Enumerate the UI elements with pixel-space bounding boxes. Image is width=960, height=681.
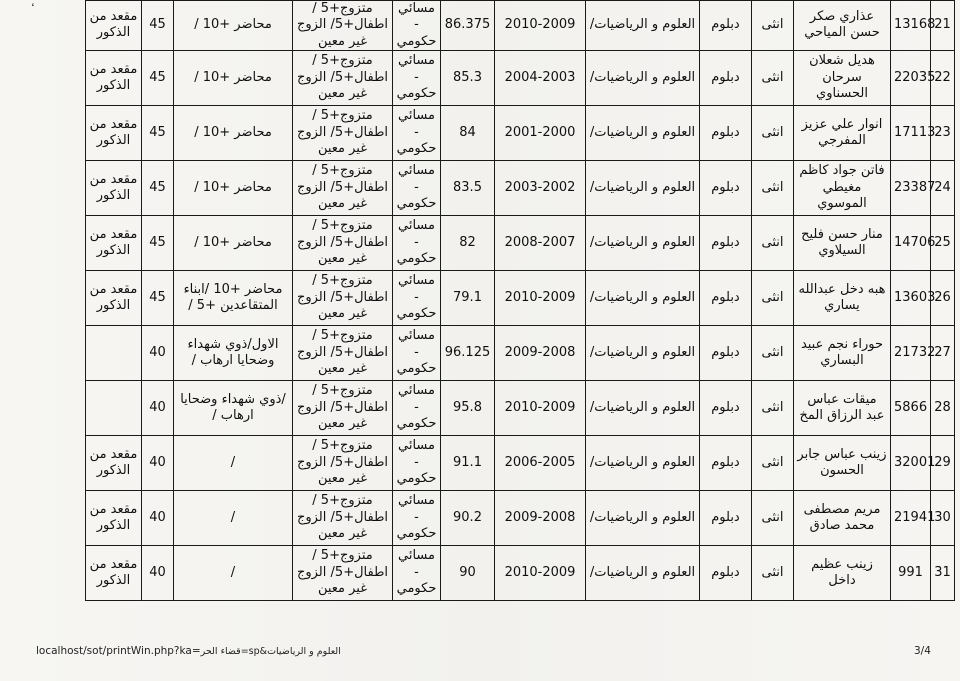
gender-cell: انثى (752, 215, 794, 270)
table-row (86, 160, 955, 215)
applicant-id-cell: 991 (891, 545, 931, 600)
graduation-year-cell: 2010-2009 (495, 270, 586, 325)
department-cell: العلوم و الرياضيات/ (586, 380, 700, 435)
certificate-cell: دبلوم (700, 50, 752, 105)
certificate-cell: دبلوم (700, 490, 752, 545)
sequence-cell: 29 (931, 435, 955, 490)
department-cell: العلوم و الرياضيات/ (586, 490, 700, 545)
applicant-id-cell: 17113 (891, 105, 931, 160)
extra-points-cell: / (174, 545, 293, 600)
certificate-cell: دبلوم (700, 1, 752, 51)
graduation-year-cell: 2001-2000 (495, 105, 586, 160)
marital-status-cell: متزوج+5 / اطفال+5/ الزوج غير معين (293, 380, 393, 435)
study-type-cell: مسائي - حكومي (393, 160, 441, 215)
records-table (85, 0, 955, 601)
extra-points-cell: محاضر +10 /ابناء المتقاعدين +5 / (174, 270, 293, 325)
gender-cell: انثى (752, 490, 794, 545)
gender-cell: انثى (752, 270, 794, 325)
applicant-id-cell: 13168 (891, 1, 931, 51)
marital-status-cell: متزوج+5 / اطفال+5/ الزوج غير معين (293, 50, 393, 105)
applicant-name-cell: هديل شعلان سرحان الحسناوي (794, 50, 891, 105)
gender-cell: انثى (752, 380, 794, 435)
applicant-name-cell: حوراء نجم عبيد البساري (794, 325, 891, 380)
gender-cell: انثى (752, 160, 794, 215)
table-row (86, 270, 955, 325)
table-row (86, 1, 955, 51)
department-cell: العلوم و الرياضيات/ (586, 545, 700, 600)
extra-points-cell: / (174, 435, 293, 490)
marital-status-cell: متزوج+5 / اطفال+5/ الزوج غير معين (293, 270, 393, 325)
study-type-cell: مسائي - حكومي (393, 50, 441, 105)
table-row (86, 325, 955, 380)
extra-points-cell: / (174, 490, 293, 545)
extra-points-cell: الاول/ذوي شهداء وضحايا ارهاب / (174, 325, 293, 380)
marital-status-cell: متزوج+5 / اطفال+5/ الزوج غير معين (293, 1, 393, 51)
applicant-name-cell: زينب عظيم داخل (794, 545, 891, 600)
gender-cell: انثى (752, 50, 794, 105)
sequence-cell: 30 (931, 490, 955, 545)
average-cell: 90 (441, 545, 495, 600)
study-type-cell: مسائي - حكومي (393, 325, 441, 380)
study-type-cell: مسائي - حكومي (393, 270, 441, 325)
footer-url-base: localhost/sot/printWin.php?ka= (36, 645, 201, 657)
graduation-year-cell: 2008-2007 (495, 215, 586, 270)
points-cell: 40 (142, 325, 174, 380)
applicant-name-cell: هبه دخل عبدالله يساري (794, 270, 891, 325)
sequence-cell: 28 (931, 380, 955, 435)
disability-cell: مقعد من الذكور (86, 1, 142, 51)
average-cell: 91.1 (441, 435, 495, 490)
applicant-id-cell: 5866 (891, 380, 931, 435)
applicant-id-cell: 32001 (891, 435, 931, 490)
sequence-cell: 31 (931, 545, 955, 600)
gender-cell: انثى (752, 1, 794, 51)
sequence-cell: 25 (931, 215, 955, 270)
extra-points-cell: محاضر +10 / (174, 50, 293, 105)
disability-cell: مقعد من الذكور (86, 270, 142, 325)
disability-cell: مقعد من الذكور (86, 105, 142, 160)
disability-cell (86, 325, 142, 380)
certificate-cell: دبلوم (700, 270, 752, 325)
department-cell: العلوم و الرياضيات/ (586, 325, 700, 380)
certificate-cell: دبلوم (700, 435, 752, 490)
department-cell: العلوم و الرياضيات/ (586, 270, 700, 325)
study-type-cell: مسائي - حكومي (393, 380, 441, 435)
certificate-cell: دبلوم (700, 325, 752, 380)
applicant-name-cell: زينب عباس جابر الحسون (794, 435, 891, 490)
sequence-cell: 27 (931, 325, 955, 380)
points-cell: 45 (142, 50, 174, 105)
applicant-name-cell: فاتن جواد كاظم مغيطي الموسوي (794, 160, 891, 215)
table-row (86, 490, 955, 545)
extra-points-cell: محاضر +10 / (174, 215, 293, 270)
department-cell: العلوم و الرياضيات/ (586, 105, 700, 160)
points-cell: 40 (142, 380, 174, 435)
gender-cell: انثى (752, 105, 794, 160)
marital-status-cell: متزوج+5 / اطفال+5/ الزوج غير معين (293, 215, 393, 270)
points-cell: 45 (142, 215, 174, 270)
applicant-id-cell: 21941 (891, 490, 931, 545)
points-cell: 40 (142, 435, 174, 490)
table-row (86, 105, 955, 160)
certificate-cell: دبلوم (700, 105, 752, 160)
footer-url-param: العلوم و الرياضيات&sp=قضاء الحر (200, 646, 341, 657)
graduation-year-cell: 2004-2003 (495, 50, 586, 105)
extra-points-cell: محاضر +10 / (174, 105, 293, 160)
points-cell: 40 (142, 490, 174, 545)
gender-cell: انثى (752, 325, 794, 380)
table-row (86, 215, 955, 270)
average-cell: 95.8 (441, 380, 495, 435)
table-row (86, 50, 955, 105)
disability-cell: مقعد من الذكور (86, 160, 142, 215)
sequence-cell: 26 (931, 270, 955, 325)
graduation-year-cell: 2010-2009 (495, 545, 586, 600)
points-cell: 45 (142, 105, 174, 160)
applicant-name-cell: انوار علي عزيز المفرجي (794, 105, 891, 160)
department-cell: العلوم و الرياضيات/ (586, 435, 700, 490)
gender-cell: انثى (752, 435, 794, 490)
graduation-year-cell: 2010-2009 (495, 1, 586, 51)
average-cell: 84 (441, 105, 495, 160)
graduation-year-cell: 2009-2008 (495, 325, 586, 380)
study-type-cell: مسائي - حكومي (393, 1, 441, 51)
certificate-cell: دبلوم (700, 215, 752, 270)
study-type-cell: مسائي - حكومي (393, 435, 441, 490)
applicant-id-cell: 22035 (891, 50, 931, 105)
points-cell: 45 (142, 160, 174, 215)
disability-cell: مقعد من الذكور (86, 435, 142, 490)
disability-cell: مقعد من الذكور (86, 545, 142, 600)
certificate-cell: دبلوم (700, 545, 752, 600)
sequence-cell: 23 (931, 105, 955, 160)
points-cell: 45 (142, 1, 174, 51)
graduation-year-cell: 2009-2008 (495, 490, 586, 545)
marital-status-cell: متزوج+5 / اطفال+5/ الزوج غير معين (293, 160, 393, 215)
marital-status-cell: متزوج+5 / اطفال+5/ الزوج غير معين (293, 325, 393, 380)
average-cell: 85.3 (441, 50, 495, 105)
applicant-id-cell: 13603 (891, 270, 931, 325)
department-cell: العلوم و الرياضيات/ (586, 215, 700, 270)
extra-points-cell: محاضر +10 / (174, 160, 293, 215)
applicant-id-cell: 14706 (891, 215, 931, 270)
footer-page-number: 3/4 (914, 645, 931, 657)
points-cell: 40 (142, 545, 174, 600)
graduation-year-cell: 2010-2009 (495, 380, 586, 435)
sequence-cell: 22 (931, 50, 955, 105)
extra-points-cell: /ذوي شهداء وضحايا ارهاب / (174, 380, 293, 435)
marital-status-cell: متزوج+5 / اطفال+5/ الزوج غير معين (293, 105, 393, 160)
graduation-year-cell: 2006-2005 (495, 435, 586, 490)
average-cell: 96.125 (441, 325, 495, 380)
study-type-cell: مسائي - حكومي (393, 215, 441, 270)
marital-status-cell: متزوج+5 / اطفال+5/ الزوج غير معين (293, 435, 393, 490)
table-row (86, 380, 955, 435)
average-cell: 83.5 (441, 160, 495, 215)
table-row (86, 435, 955, 490)
extra-points-cell: محاضر +10 / (174, 1, 293, 51)
records-body (86, 1, 955, 601)
table-row (86, 545, 955, 600)
certificate-cell: دبلوم (700, 380, 752, 435)
department-cell: العلوم و الرياضيات/ (586, 1, 700, 51)
disability-cell: مقعد من الذكور (86, 215, 142, 270)
disability-cell (86, 380, 142, 435)
study-type-cell: مسائي - حكومي (393, 105, 441, 160)
applicant-name-cell: ميقات عباس عبد الرزاق المخ (794, 380, 891, 435)
marital-status-cell: متزوج+5 / اطفال+5/ الزوج غير معين (293, 490, 393, 545)
average-cell: 86.375 (441, 1, 495, 51)
graduation-year-cell: 2003-2002 (495, 160, 586, 215)
certificate-cell: دبلوم (700, 160, 752, 215)
marital-status-cell: متزوج+5 / اطفال+5/ الزوج غير معين (293, 545, 393, 600)
average-cell: 82 (441, 215, 495, 270)
sequence-cell: 21 (931, 1, 955, 51)
applicant-id-cell: 23387 (891, 160, 931, 215)
applicant-name-cell: عذاري صكر حسن المياحي (794, 1, 891, 51)
applicant-name-cell: مريم مصطفى محمد صادق (794, 490, 891, 545)
gender-cell: انثى (752, 545, 794, 600)
department-cell: العلوم و الرياضيات/ (586, 160, 700, 215)
disability-cell: مقعد من الذكور (86, 490, 142, 545)
sequence-cell: 24 (931, 160, 955, 215)
department-cell: العلوم و الرياضيات/ (586, 50, 700, 105)
study-type-cell: مسائي - حكومي (393, 490, 441, 545)
average-cell: 79.1 (441, 270, 495, 325)
study-type-cell: مسائي - حكومي (393, 545, 441, 600)
applicant-name-cell: منار حسن فليح السيلاوي (794, 215, 891, 270)
points-cell: 45 (142, 270, 174, 325)
applicant-id-cell: 21732 (891, 325, 931, 380)
average-cell: 90.2 (441, 490, 495, 545)
disability-cell: مقعد من الذكور (86, 50, 142, 105)
footer-url (36, 645, 341, 657)
